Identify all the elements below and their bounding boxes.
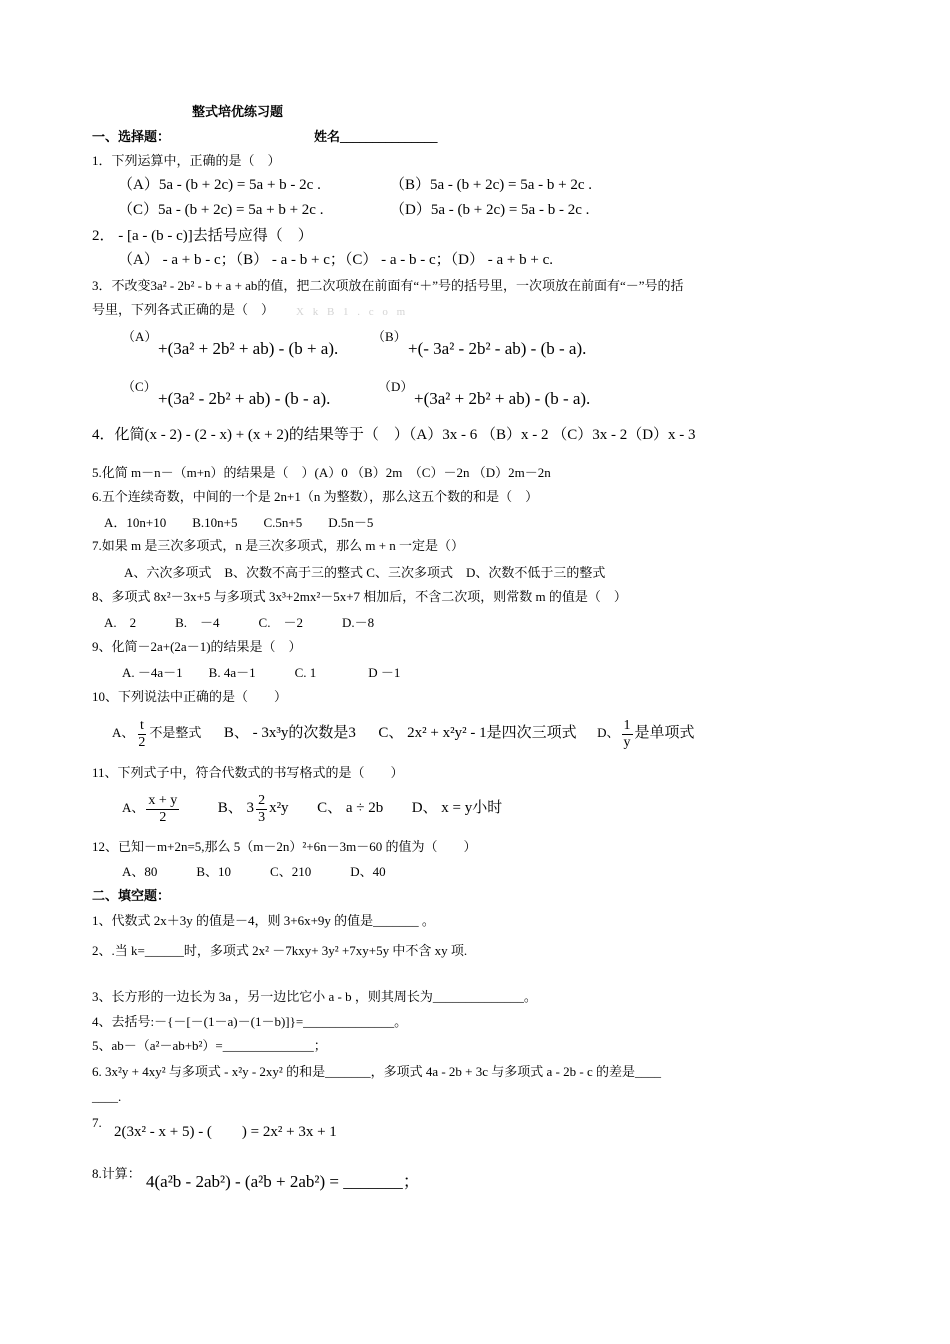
q10-option-a-label: A、 [112,725,135,740]
q1-stem: 1．下列运算中，正确的是（ ） [92,153,281,168]
q3-option-b: +(- 3a² - 2b² - ab) - (b - a). [408,339,587,358]
q6-stem: 6.五个连续奇数，中间的一个是 2n+1（n 为整数），那么这五个数的和是（ ） [92,489,539,504]
fill-8-expression: 4(a²b - 2ab²) - (a²b + 2ab²) = _______； [146,1172,420,1191]
q10-option-d-fraction: $\frac{1}{y}$ [623,717,631,750]
q10-option-a-fraction: $\frac{t}{2}$ [138,717,146,750]
q3-option-c-label: （C） [122,379,157,394]
q10-option-d-label: D、 [597,725,620,740]
fill-7-expression: 2(3x² - x + 5) - ( ) = 2x² + 3x + 1 [114,1124,337,1140]
fill-8-label: 8.计算： [92,1166,141,1181]
page-title: 整式培优练习题 [192,104,284,119]
q10-option-a-text: 不是整式 [149,725,202,740]
q3-option-d-label: （D） [378,379,414,394]
q3-option-b-label: （B） [372,329,407,344]
q12-stem: 12、已知－m+2n=5,那么 5（m－2n）²+6n－3m－60 的值为（ ） [92,839,477,854]
q3-option-a: +(3a² + 2b² + ab) - (b + a). [158,339,339,358]
fill-1: 1、代数式 2x＋3y 的值是－4，则 3+6x+9y 的值是_______ 。 [92,913,435,928]
q8-stem: 8、多项式 8x²－3x+5 与多项式 3x³+2mx²－5x+7 相加后，不含二次项，则常数 m 的值是（ ） [92,589,627,604]
fill-5: 5、ab－（a²－ab+b²）=______________； [92,1038,327,1053]
q11-option-b-tail: x²y [269,800,289,816]
q12-options: A、80 B、10 C、210 D、40 [122,864,386,879]
fill-2: 2、.当 k=______时，多项式 2x² －7kxy+ 3y² +7xy+5y 中不含 xy 项. [92,943,468,958]
q5-stem: 5.化简 m－n－（m+n）的结果是（ ）(A）0 （B）2m （C）－2n （D）2m－2n [92,465,551,480]
q4-stem: 4．化简(x - 2) - (2 - x) + (x + 2)的结果等于（ ）（A）3x - 6 （B）x - 2 （C）3x - 2（D）x - 3 [92,427,696,443]
fill-7-label: 7. [92,1115,102,1130]
fill-3: 3、长方形的一边长为 3a ，另一边比它小 a - b ，则其周长为______________。 [92,989,537,1004]
q11-option-d: D、 x = y小时 [411,800,503,816]
q11-option-b-fraction: $\frac{2}{3}$ [258,792,266,825]
q3-option-c: +(3a² - 2b² + ab) - (b - a). [158,389,331,408]
q11-option-a-label: A、 [122,800,145,815]
q1-option-c: （C）5a - (b + 2c) = 5a + b + 2c . [118,202,324,218]
q6-options: A．10n+10 B.10n+5 C.5n+5 D.5n－5 [104,515,374,530]
q10-options [112,716,695,751]
q1-option-d: （D）5a - (b + 2c) = 5a - b - 2c . [390,202,590,218]
q10-stem: 10、下列说法中正确的是（ ） [92,689,288,704]
q3-stem-line2: 号里，下列各式正确的是（ ） [92,302,275,317]
watermark: X k B 1 . c o m [296,306,409,318]
q9-options: A. －4a－1 B. 4a－1 C. 1 D －1 [122,665,401,680]
q7-options: A、六次多项式 B、次数不高于三的整式 C、三次多项式 D、次数不低于三的整式 [124,565,606,580]
q10-option-c: C、 2x² + x²y² - 1是四次三项式 [378,725,577,741]
q1-option-a: （A）5a - (b + 2c) = 5a + b - 2c . [118,177,321,193]
q11-option-c: C、 a ÷ 2b [317,800,384,816]
student-name-field: 姓名_______________ [314,129,438,144]
section-fill-heading: 二、填空题： [92,888,171,903]
q9-stem: 9、化简－2a+(2a－1)的结果是（ ） [92,639,302,654]
q11-option-b-label: B、 3 [217,800,255,816]
fill-4: 4、去括号:－{－[－(1－a)－(1－b)]}=______________。 [92,1014,408,1029]
fill-6-line1: 6. 3x²y + 4xy² 与多项式 - x²y - 2xy² 的和是_______，多项式 4a - 2b + 3c 与多项式 a - 2b - c 的差是____ [92,1064,661,1079]
q3-option-d: +(3a² + 2b² + ab) - (b - a). [414,389,591,408]
q11-options [122,790,502,826]
q10-option-d-text: 是单项式 [634,725,695,741]
q2-options: （A） - a + b - c；（B） - a - b + c；（C） - a - b - c；（D） - a + b + c. [118,252,553,268]
section-choice-heading: 一、选择题： [92,129,171,144]
q8-options: A. 2 B. －4 C. －2 D.－8 [104,615,375,630]
q1-option-b: （B）5a - (b + 2c) = 5a - b + 2c . [390,177,592,193]
q2-stem: 2． - [a - (b - c)]去括号应得（ ） [92,228,313,244]
fill-6-line2: ____. [92,1089,122,1104]
q7-stem: 7.如果 m 是三次多项式，n 是三次多项式，那么 m + n 一定是（） [92,538,465,553]
q3-option-a-label: （A） [122,329,158,344]
q3-stem-line1: 3．不改变3a² - 2b² - b + a + ab的值，把二次项放在前面有“＋”号的括号里，一次项放在前面有“－”号的括 [92,278,684,293]
q11-stem: 11、下列式子中，符合代数式的书写格式的是（ ） [92,765,404,780]
q11-option-a-fraction: $\frac{x + y}{2}$ [148,792,178,825]
q10-option-b: B、 - 3x³y的次数是3 [223,725,356,741]
